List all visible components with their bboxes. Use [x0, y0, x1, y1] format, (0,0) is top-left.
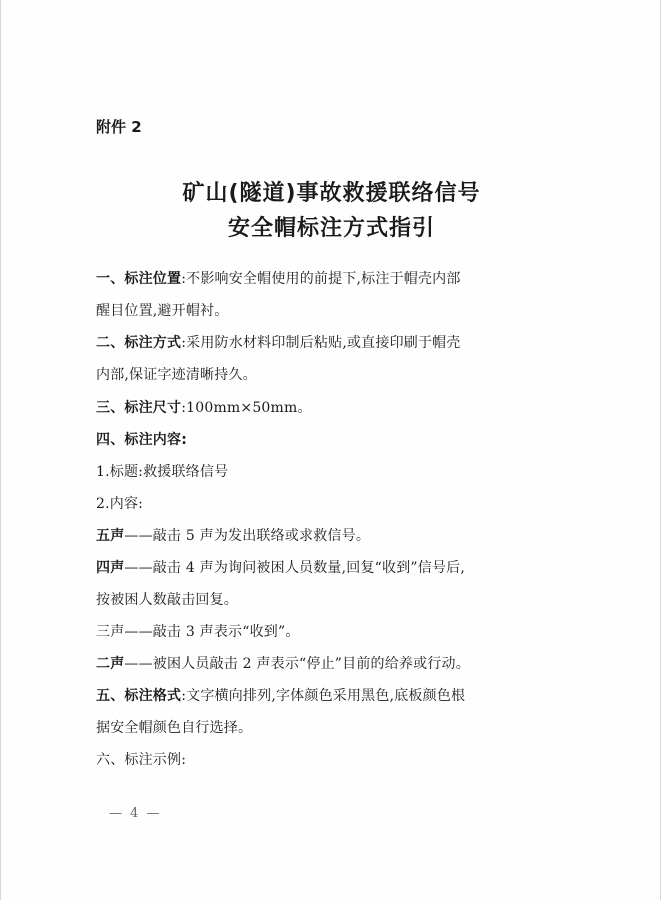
- signal-four-label: 四声: [96, 560, 125, 576]
- section-4-item-1: 1.标题:救援联络信号: [96, 464, 229, 480]
- signal-three-label: 三声: [96, 624, 125, 640]
- section-1-heading: 一、标注位置: [96, 271, 182, 287]
- document-title-line-1: 矿山(隧道)事故救援联络信号: [182, 181, 481, 206]
- signal-two-label: 二声: [96, 656, 125, 672]
- section-2-line-1: [96, 332, 461, 352]
- section-1-line-2: 醒目位置,避开帽衬。: [96, 303, 229, 319]
- document-title-line-2: 安全帽标注方式指引: [227, 216, 435, 241]
- attachment-label: 附件 2: [96, 118, 142, 136]
- section-5-line-2: 据安全帽颜色自行选择。: [96, 720, 253, 736]
- signal-five-line: [96, 525, 370, 545]
- section-5-text-1: :文字横向排列,字体颜色采用黑色,底板颜色根: [181, 688, 466, 704]
- section-2-heading: 二、标注方式: [96, 335, 182, 351]
- section-5-heading: 五、标注格式: [96, 688, 182, 704]
- section-1-line-1: [96, 268, 461, 288]
- signal-three-text: ——敲击 3 声表示“收到”。: [124, 624, 300, 640]
- signal-five-text: ——敲击 5 声为发出联络或求救信号。: [124, 528, 371, 544]
- signal-four-text-1: ——敲击 4 声为询问被困人员数量,回复“收到”信号后,: [124, 560, 466, 576]
- section-2-line-2: 内部,保证字迹清晰持久。: [96, 367, 257, 383]
- section-3-text: :100mm×50mm。: [181, 400, 312, 416]
- signal-five-label: 五声: [96, 528, 125, 544]
- section-5-line-1: [96, 685, 465, 705]
- signal-two-line: [96, 653, 470, 673]
- signal-three-line: [96, 621, 300, 641]
- section-3-heading: 三、标注尺寸: [96, 400, 182, 416]
- section-4-item-2: 2.内容:: [96, 496, 144, 512]
- section-3-line: [96, 397, 312, 417]
- section-4-heading-text: 四、标注内容:: [96, 432, 187, 448]
- signal-four-line-1: [96, 557, 465, 577]
- section-2-text-1: :采用防水材料印制后粘贴,或直接印刷于帽壳: [181, 335, 461, 351]
- signal-four-line-2: 按被困人数敲击回复。: [96, 592, 238, 608]
- section-4-heading: [96, 429, 187, 449]
- section-1-text-1: :不影响安全帽使用的前提下,标注于帽壳内部: [181, 271, 461, 287]
- signal-two-text: ——被困人员敲击 2 声表示“停止”目前的给养或行动。: [124, 656, 470, 672]
- section-6-heading: 六、标注示例:: [96, 752, 187, 768]
- page-number: — 4 —: [109, 806, 162, 821]
